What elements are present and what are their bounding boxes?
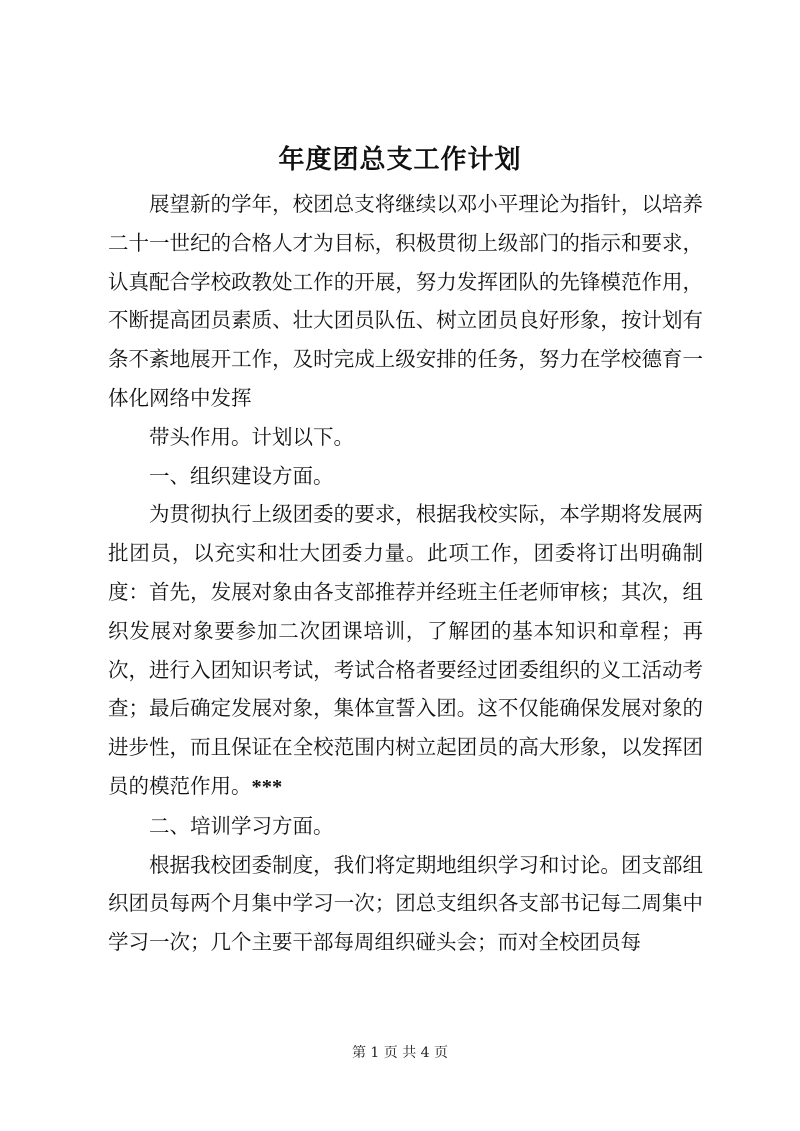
document-title: 年度团总支工作计划 (278, 145, 522, 175)
section-heading-organization: 一、组织建设方面。 (149, 463, 334, 488)
paragraph-intro: 展望新的学年，校团总支将继续以邓小平理论为指针，以培养二十一世纪的合格人才为目标，积极贯彻上级部门的指示和要求，认真配合学校政教处工作的开展，努力发挥团队的先锋模范作用，不断提高团员素质、壮大团员队伍、树立团员良好形象，按计划有条不紊地展开工作，及时完成上级安排的任务，努力在学校德育一体化网络中发挥 (108, 192, 703, 410)
paragraph-organization-text: 为贯彻执行上级团委的要求，根据我校实际，本学期将发展两批团员，以充实和壮大团委力量。此项工作，团委将订出明确制度：首先，发展对象由各支部推荐并经班主任老师审核；其次，组织发展对象要参加二次团课培训，了解团的基本知识和章程；再次，进行入团知识考试，考试合格者要经过团委组织的义工活动考查；最后确定发展对象，集体宣誓入团。这不仅能确保发展对象的进步性，而且保证在全校范围内树立起团员的高大形象，以发挥团员的模范作用。 (108, 502, 703, 798)
page-footer: 第 1 页 共 4 页 (351, 1045, 449, 1061)
document-body (108, 185, 703, 962)
paragraph-training: 根据我校团委制度，我们将定期地组织学习和讨论。团支部组织团员每两个月集中学习一次；团总支组织各支部书记每二周集中学习一次；几个主要干部每周组织碰头会；而对全校团员每 (108, 852, 703, 955)
paragraph-organization (108, 495, 703, 806)
paragraph-plan-lead: 带头作用。计划以下。 (149, 424, 354, 449)
asterisk-marker: *** (251, 775, 283, 798)
section-heading-training: 二、培训学习方面。 (149, 813, 334, 838)
